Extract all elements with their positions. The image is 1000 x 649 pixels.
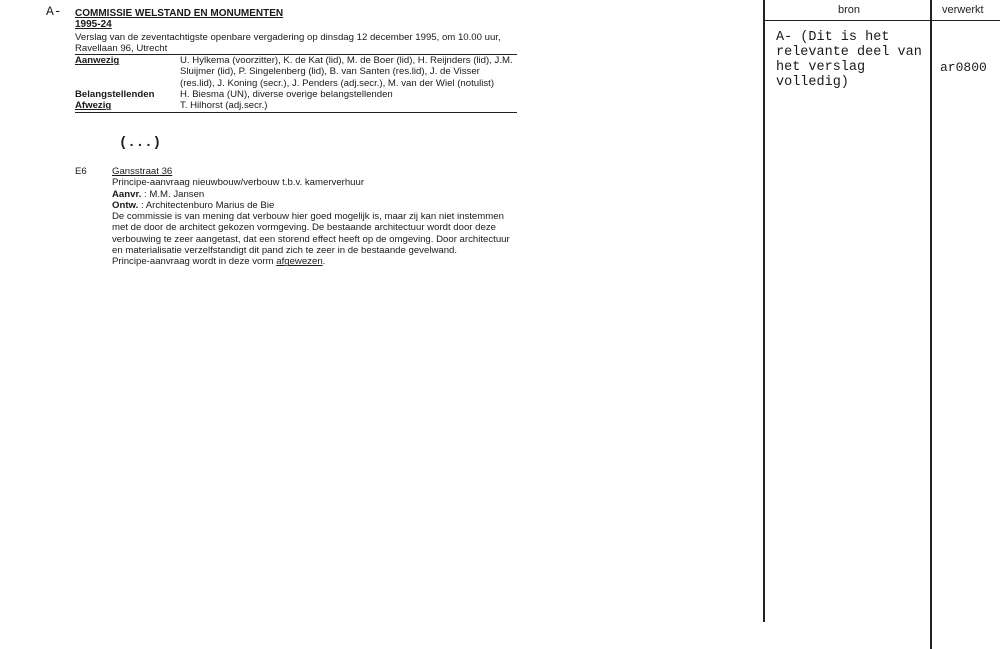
item-conclusion (112, 256, 515, 267)
absent-names: T. Hilhorst (adj.secr.) (180, 100, 268, 112)
margin-mark: A- (46, 4, 62, 19)
applicant-label: Aanvr. (112, 188, 142, 200)
item-designer (112, 200, 515, 211)
verdict: afgewezen (276, 256, 323, 268)
absent-label: Afwezig (75, 100, 112, 112)
attendance-present (75, 55, 517, 89)
applicant-name: : M.M. Jansen (144, 188, 205, 200)
interested-names: H. Biesma (UN), diverse overige belangstellenden (180, 89, 393, 101)
column-divider-left (763, 0, 765, 622)
report-number: 1995-24 (75, 19, 112, 31)
meeting-intro: Verslag van de zeventachtigste openbare vergadering op dinsdag 12 december 1995, om 10.00 uur, Ravellaan 96, Utrecht (75, 31, 501, 54)
item-request: Principe-aanvraag nieuwbouw/verbouw t.b.v. kamerverhuur (112, 177, 365, 189)
commission-title: COMMISSIE WELSTAND EN MONUMENTEN (75, 8, 284, 19)
present-names: U. Hylkema (voorzitter), K. de Kat (lid), M. de Boer (lid), H. Reijnders (lid), J.M. Sluijmer (lid), P. Singelenberg (lid), B. van Santen (res.lid), J. de Visser (res.lid), J. Koning (secr.), J. Penders (adj.secr.), M. van der Wiel (notulist) (180, 55, 513, 89)
designer-label: Ontw. (112, 199, 139, 211)
item-address: Gansstraat 36 (112, 166, 173, 177)
attendance-interested (75, 89, 517, 100)
designer-name: : Architectenburo Marius de Bie (140, 199, 275, 211)
source-note: A- (Dit is het relevante deel van het verslag volledig) (776, 30, 922, 90)
report-header (75, 8, 517, 113)
present-label: Aanwezig (75, 55, 120, 67)
archive-code: ar0800 (940, 60, 987, 75)
item-applicant (112, 189, 515, 200)
attendance-absent (75, 100, 517, 111)
omission-marker: (...) (119, 135, 162, 151)
column-divider-right (930, 0, 932, 649)
header-rule (764, 20, 1000, 21)
conclusion-text: Principe-aanvraag wordt in deze vorm (112, 256, 277, 268)
col-header-verwerkt: verwerkt (942, 4, 984, 16)
item-body (112, 166, 515, 268)
item-text: De commissie is van mening dat verbouw hier goed mogelijk is, maar zij kan niet instemmen met de door de architect gekozen vormgeving. De bestaande architectuur wordt door deze verbouwing te zeer aangetast, dat een storend effect heeft op de omgeving. Door architectuur en materialisatie verzelfstandigt dit pand zich te zeer in de bestaande gevelwand. (112, 211, 510, 257)
conclusion-end: . (322, 256, 326, 268)
col-header-bron: bron (838, 4, 861, 16)
interested-label: Belangstellenden (75, 89, 155, 101)
rule-bottom (75, 112, 517, 113)
item-code: E6 (75, 166, 87, 177)
agenda-item (75, 166, 515, 268)
